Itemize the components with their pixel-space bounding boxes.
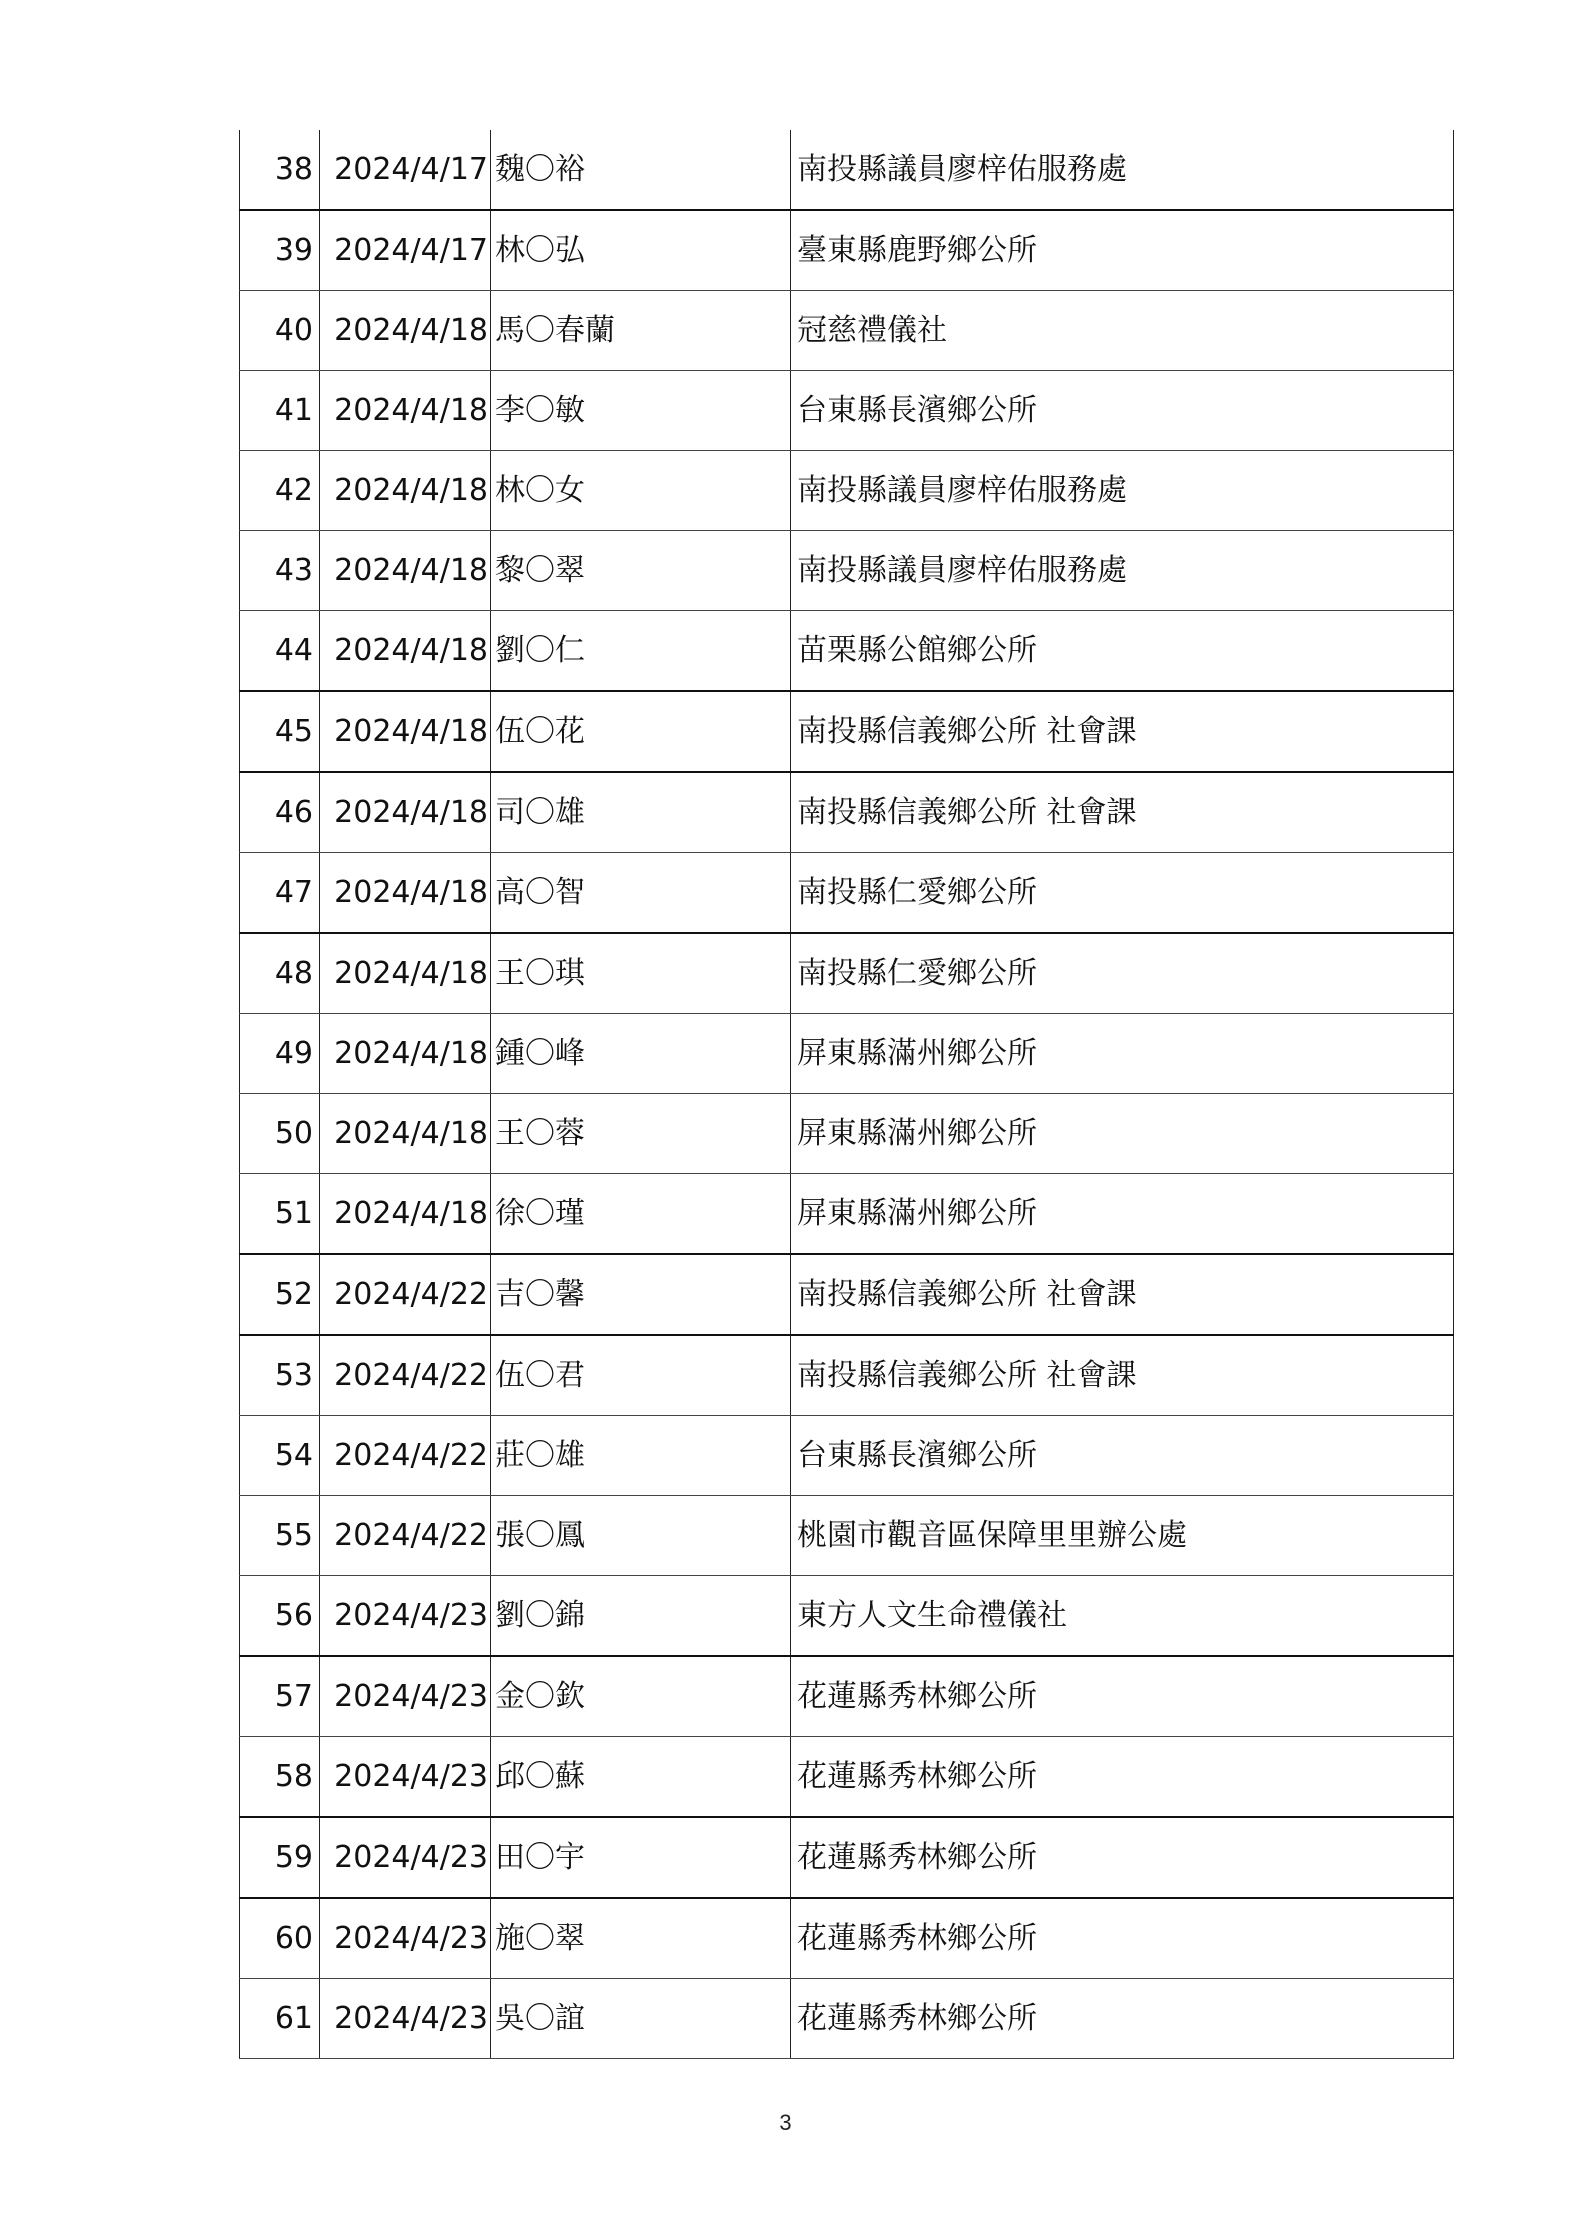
table-row [240, 371, 1454, 451]
date-cell: 2024/4/22 [320, 1416, 491, 1496]
date-cell: 2024/4/18 [320, 611, 491, 692]
table-row [240, 1979, 1454, 2059]
date-cell: 2024/4/18 [320, 691, 491, 772]
date-cell: 2024/4/23 [320, 1898, 491, 1979]
table-row [240, 1576, 1454, 1657]
row-number-cell: 56 [240, 1576, 320, 1657]
records-table-body [240, 130, 1454, 2059]
table-row [240, 1014, 1454, 1094]
name-cell: 高〇智 [491, 853, 791, 934]
name-cell: 黎〇翠 [491, 531, 791, 611]
table-row [240, 1254, 1454, 1335]
table-row [240, 1737, 1454, 1818]
date-cell: 2024/4/18 [320, 451, 491, 531]
name-cell: 莊〇雄 [491, 1416, 791, 1496]
row-number-cell: 38 [240, 130, 320, 210]
row-number-cell: 39 [240, 210, 320, 291]
row-number-cell: 58 [240, 1737, 320, 1818]
name-cell: 劉〇錦 [491, 1576, 791, 1657]
name-cell: 劉〇仁 [491, 611, 791, 692]
row-number-cell: 41 [240, 371, 320, 451]
row-number-cell: 54 [240, 1416, 320, 1496]
page-number: 3 [779, 2110, 792, 2135]
organization-cell: 屏東縣滿州鄉公所 [791, 1094, 1454, 1174]
organization-cell: 花蓮縣秀林鄉公所 [791, 1656, 1454, 1737]
organization-cell: 南投縣議員廖梓佑服務處 [791, 531, 1454, 611]
date-cell: 2024/4/18 [320, 1094, 491, 1174]
organization-cell: 南投縣議員廖梓佑服務處 [791, 130, 1454, 210]
date-cell: 2024/4/18 [320, 371, 491, 451]
organization-cell: 南投縣仁愛鄉公所 [791, 853, 1454, 934]
row-number-cell: 48 [240, 933, 320, 1014]
table-row [240, 691, 1454, 772]
date-cell: 2024/4/18 [320, 933, 491, 1014]
date-cell: 2024/4/17 [320, 130, 491, 210]
organization-cell: 台東縣長濱鄉公所 [791, 371, 1454, 451]
records-table [239, 130, 1454, 2059]
name-cell: 魏〇裕 [491, 130, 791, 210]
row-number-cell: 52 [240, 1254, 320, 1335]
row-number-cell: 42 [240, 451, 320, 531]
table-row [240, 291, 1454, 371]
name-cell: 鍾〇峰 [491, 1014, 791, 1094]
name-cell: 林〇弘 [491, 210, 791, 291]
row-number-cell: 43 [240, 531, 320, 611]
name-cell: 司〇雄 [491, 772, 791, 853]
table-row [240, 611, 1454, 692]
organization-cell: 冠慈禮儀社 [791, 291, 1454, 371]
date-cell: 2024/4/23 [320, 1979, 491, 2059]
date-cell: 2024/4/18 [320, 1014, 491, 1094]
table-row [240, 451, 1454, 531]
organization-cell: 花蓮縣秀林鄉公所 [791, 1817, 1454, 1898]
organization-cell: 花蓮縣秀林鄉公所 [791, 1737, 1454, 1818]
organization-cell: 南投縣議員廖梓佑服務處 [791, 451, 1454, 531]
date-cell: 2024/4/22 [320, 1496, 491, 1576]
organization-cell: 南投縣信義鄉公所 社會課 [791, 1335, 1454, 1416]
organization-cell: 南投縣信義鄉公所 社會課 [791, 691, 1454, 772]
organization-cell: 臺東縣鹿野鄉公所 [791, 210, 1454, 291]
name-cell: 馬〇春蘭 [491, 291, 791, 371]
row-number-cell: 46 [240, 772, 320, 853]
date-cell: 2024/4/18 [320, 531, 491, 611]
table-row [240, 1174, 1454, 1255]
organization-cell: 屏東縣滿州鄉公所 [791, 1174, 1454, 1255]
name-cell: 田〇宇 [491, 1817, 791, 1898]
date-cell: 2024/4/18 [320, 853, 491, 934]
date-cell: 2024/4/22 [320, 1335, 491, 1416]
table-row [240, 1416, 1454, 1496]
name-cell: 伍〇花 [491, 691, 791, 772]
organization-cell: 台東縣長濱鄉公所 [791, 1416, 1454, 1496]
name-cell: 施〇翠 [491, 1898, 791, 1979]
row-number-cell: 57 [240, 1656, 320, 1737]
table-row [240, 1817, 1454, 1898]
table-row [240, 933, 1454, 1014]
organization-cell: 桃園市觀音區保障里里辦公處 [791, 1496, 1454, 1576]
row-number-cell: 51 [240, 1174, 320, 1255]
organization-cell: 苗栗縣公館鄉公所 [791, 611, 1454, 692]
row-number-cell: 47 [240, 853, 320, 934]
date-cell: 2024/4/22 [320, 1254, 491, 1335]
date-cell: 2024/4/23 [320, 1737, 491, 1818]
row-number-cell: 44 [240, 611, 320, 692]
table-row [240, 531, 1454, 611]
row-number-cell: 59 [240, 1817, 320, 1898]
name-cell: 邱〇蘇 [491, 1737, 791, 1818]
date-cell: 2024/4/17 [320, 210, 491, 291]
organization-cell: 花蓮縣秀林鄉公所 [791, 1898, 1454, 1979]
row-number-cell: 49 [240, 1014, 320, 1094]
table-row [240, 853, 1454, 934]
name-cell: 王〇琪 [491, 933, 791, 1014]
row-number-cell: 50 [240, 1094, 320, 1174]
date-cell: 2024/4/18 [320, 291, 491, 371]
name-cell: 金〇欽 [491, 1656, 791, 1737]
table-row [240, 1496, 1454, 1576]
name-cell: 張〇鳳 [491, 1496, 791, 1576]
name-cell: 伍〇君 [491, 1335, 791, 1416]
row-number-cell: 40 [240, 291, 320, 371]
date-cell: 2024/4/23 [320, 1576, 491, 1657]
organization-cell: 南投縣信義鄉公所 社會課 [791, 1254, 1454, 1335]
table-row [240, 1898, 1454, 1979]
date-cell: 2024/4/18 [320, 1174, 491, 1255]
organization-cell: 東方人文生命禮儀社 [791, 1576, 1454, 1657]
table-row [240, 210, 1454, 291]
row-number-cell: 53 [240, 1335, 320, 1416]
name-cell: 徐〇瑾 [491, 1174, 791, 1255]
organization-cell: 南投縣信義鄉公所 社會課 [791, 772, 1454, 853]
name-cell: 林〇女 [491, 451, 791, 531]
table-row [240, 1094, 1454, 1174]
row-number-cell: 55 [240, 1496, 320, 1576]
table-row [240, 1335, 1454, 1416]
date-cell: 2024/4/23 [320, 1817, 491, 1898]
table-row [240, 130, 1454, 210]
row-number-cell: 61 [240, 1979, 320, 2059]
name-cell: 吉〇馨 [491, 1254, 791, 1335]
date-cell: 2024/4/18 [320, 772, 491, 853]
date-cell: 2024/4/23 [320, 1656, 491, 1737]
name-cell: 李〇敏 [491, 371, 791, 451]
name-cell: 王〇蓉 [491, 1094, 791, 1174]
row-number-cell: 45 [240, 691, 320, 772]
row-number-cell: 60 [240, 1898, 320, 1979]
name-cell: 吳〇誼 [491, 1979, 791, 2059]
organization-cell: 屏東縣滿州鄉公所 [791, 1014, 1454, 1094]
organization-cell: 南投縣仁愛鄉公所 [791, 933, 1454, 1014]
table-row [240, 1656, 1454, 1737]
table-row [240, 772, 1454, 853]
organization-cell: 花蓮縣秀林鄉公所 [791, 1979, 1454, 2059]
